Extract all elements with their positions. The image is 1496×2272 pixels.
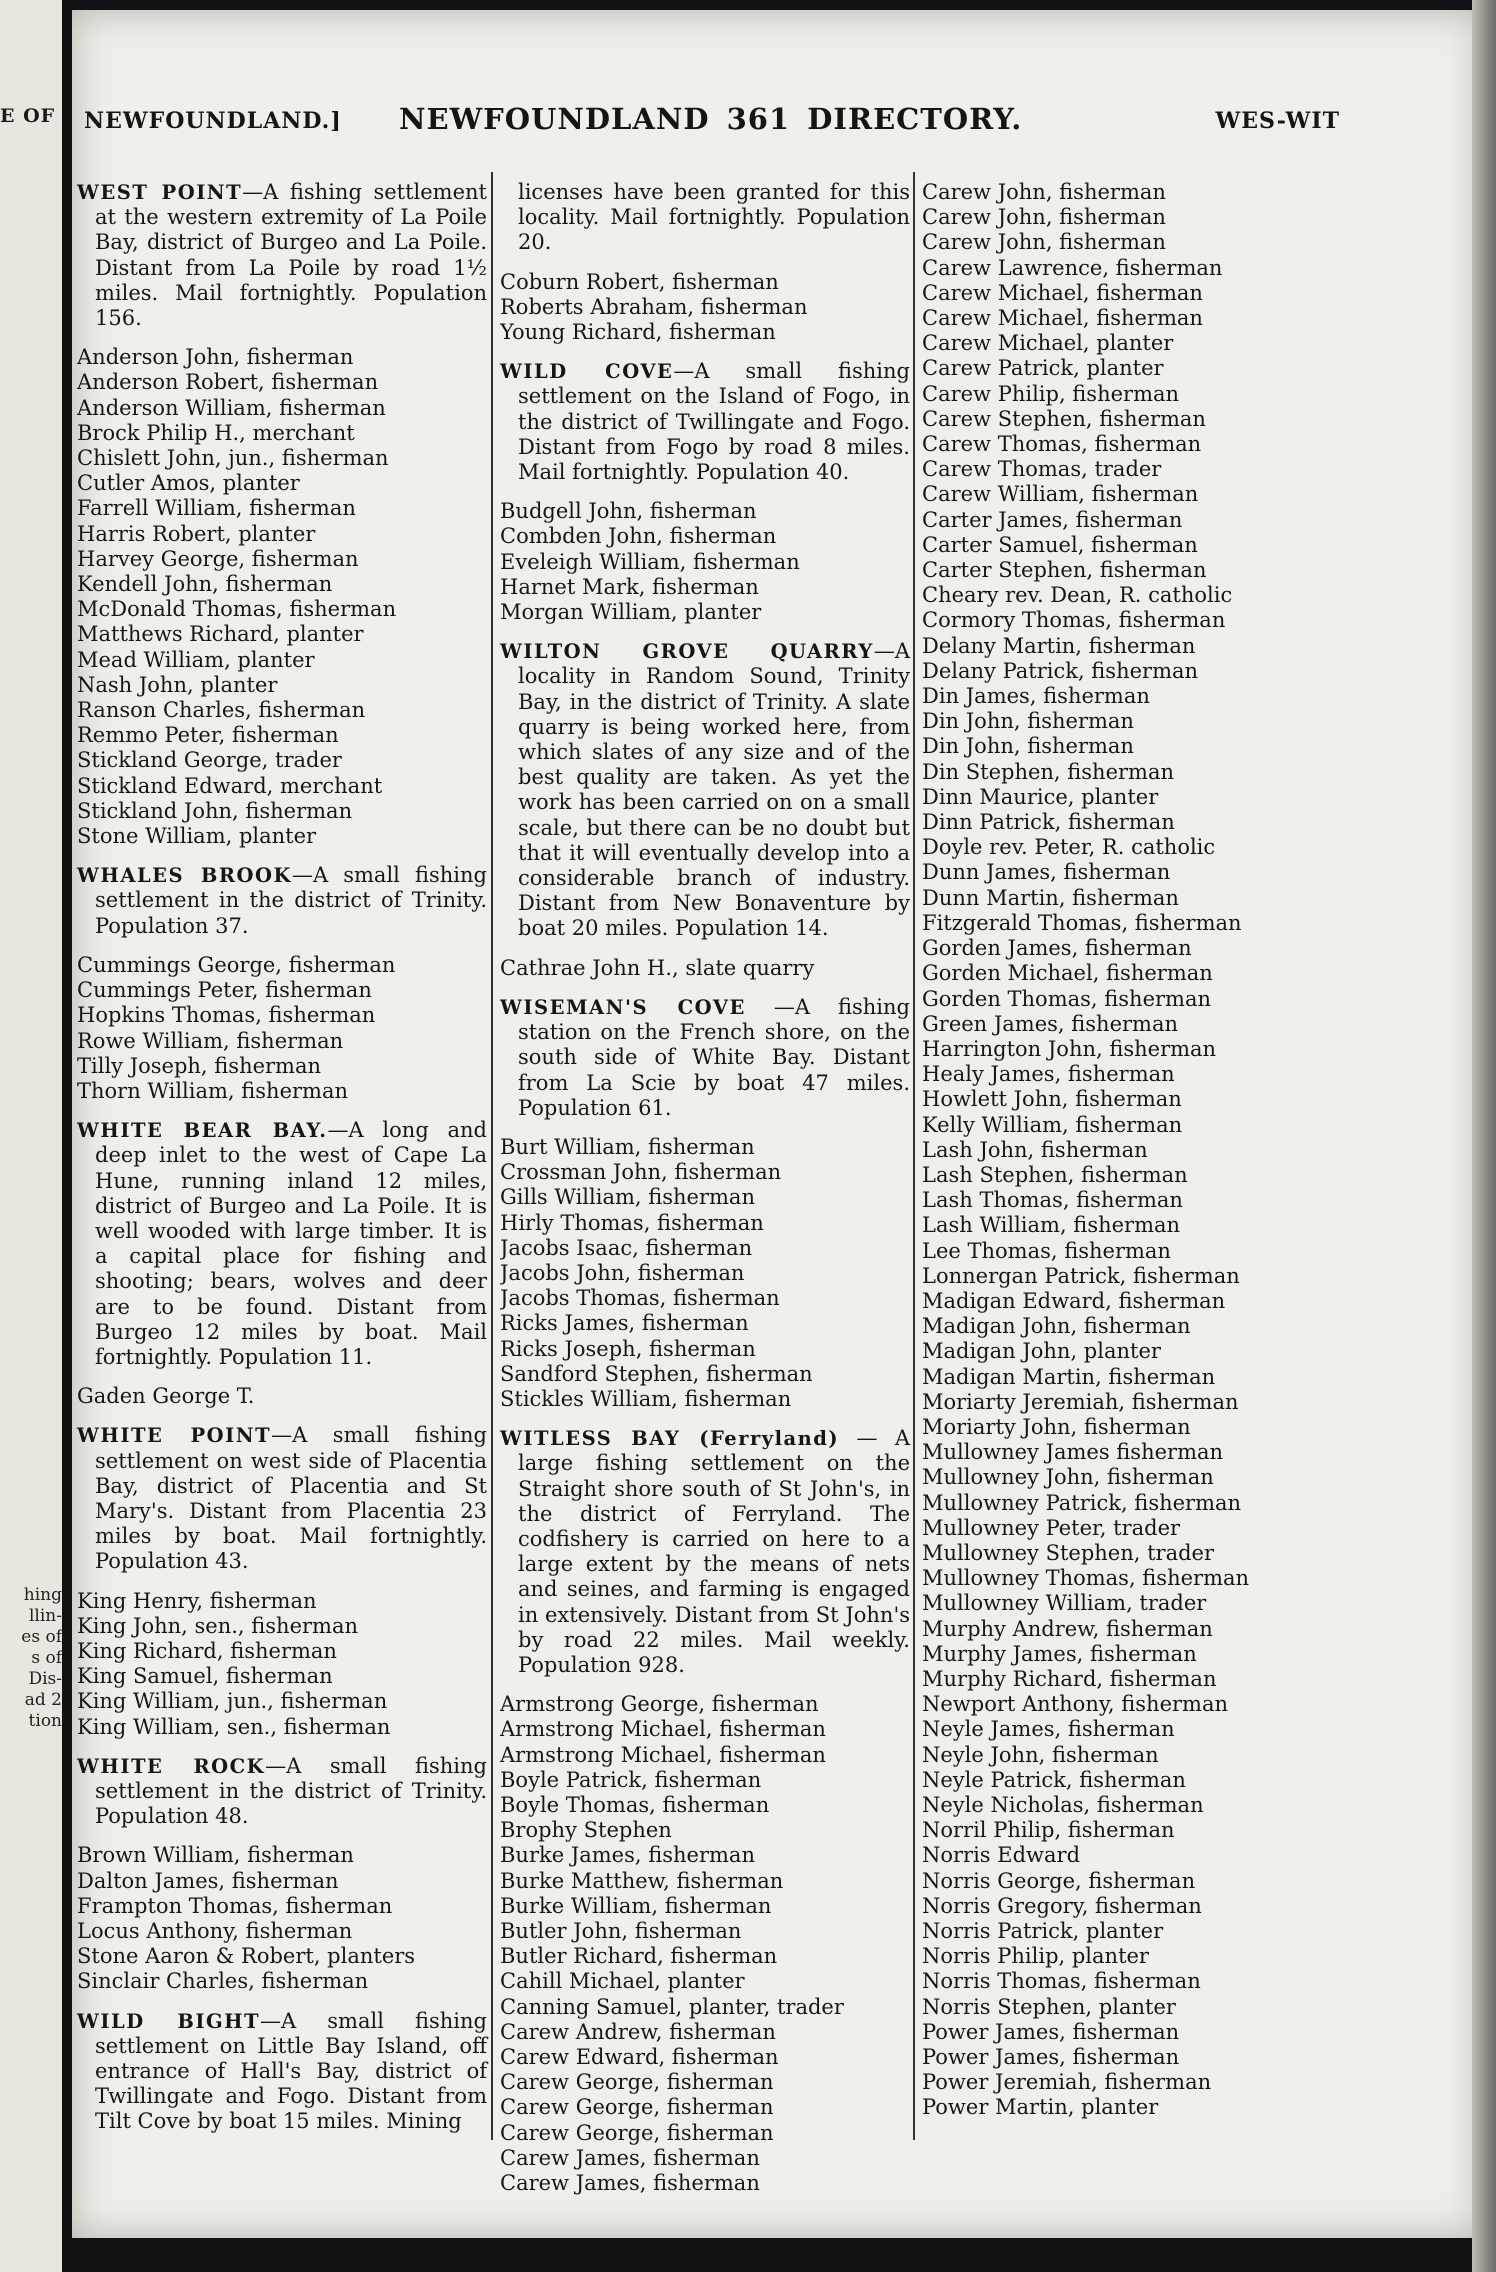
resident-listing: Thorn William, fisherman [77, 1078, 349, 1103]
resident-listing: Burke James, fisherman [500, 1843, 755, 1868]
resident-listing: Armstrong Michael, fisherman [500, 1742, 826, 1767]
resident-listing: King Samuel, fisherman [77, 1664, 333, 1689]
resident-listing: Brock Philip H., merchant [77, 420, 355, 445]
resident-listing: Mullowney Stephen, trader [922, 1540, 1215, 1565]
place-description: A small fishing settlement on Little Bay Island, off entrance of Hall's Bay, district of Twillingate and Fogo. Distant from Tilt Cove by boat 15 miles. Mining [95, 2008, 487, 2134]
resident-listing: Nash John, planter [77, 672, 278, 697]
resident-listing: Stickland John, fisherman [77, 798, 353, 823]
column-rule [491, 172, 493, 2140]
running-head [84, 102, 1340, 142]
running-head-range: WES-WIT [1215, 108, 1340, 134]
fragment-line: es of [21, 1627, 62, 1647]
resident-listing: Cahill Michael, planter [500, 1969, 745, 1994]
resident-listing: Delany Patrick, fisherman [922, 658, 1199, 683]
resident-listing: Carew George, fisherman [500, 2095, 774, 2120]
resident-listing: Carew William, fisherman [922, 482, 1199, 507]
resident-listing: Madigan Martin, fisherman [922, 1364, 1216, 1389]
previous-page-fragment [0, 0, 62, 2272]
resident-listing: Kendell John, fisherman [77, 572, 333, 597]
resident-listing: Murphy Richard, fisherman [922, 1666, 1217, 1691]
resident-listing: Cathrae John H., slate quarry [500, 955, 815, 980]
resident-listing: Carew Michael, fisherman [922, 306, 1203, 331]
resident-listing: Hopkins Thomas, fisherman [77, 1003, 376, 1028]
resident-listing: Burke Matthew, fisherman [500, 1868, 784, 1893]
resident-listing: Brown William, fisherman [77, 1843, 354, 1868]
place-name: WILD BIGHT [77, 2009, 261, 2033]
place-entry [500, 359, 910, 485]
resident-listing: Harris Robert, planter [77, 521, 316, 546]
resident-listing: Carew Edward, fisherman [500, 2045, 779, 2070]
entry-dash: — [291, 863, 313, 888]
resident-listing: Sinclair Charles, fisherman [77, 1969, 369, 1994]
entry-dash: — [271, 1423, 293, 1448]
resident-listing: Carter Stephen, fisherman [922, 558, 1207, 583]
resident-listing: Roberts Abraham, fisherman [500, 294, 808, 319]
place-description: A fishing settlement at the western extremity of La Poile Bay, district of Burgeo and La Poile. Distant from La Poile by road 1½ miles. Mail fortnightly. Population 156. [95, 180, 487, 331]
place-entry [77, 1754, 487, 1830]
resident-listing: Crossman John, fisherman [500, 1160, 782, 1185]
resident-listing: Howlett John, fisherman [922, 1087, 1182, 1112]
resident-listing: Stickland George, trader [77, 748, 342, 773]
resident-listing: Anderson John, fisherman [77, 345, 354, 370]
resident-listing: Moriarty John, fisherman [922, 1414, 1191, 1439]
place-name: WHALES BROOK [77, 864, 292, 888]
resident-listing: Fitzgerald Thomas, fisherman [922, 910, 1242, 935]
resident-listing: Matthews Richard, planter [77, 622, 364, 647]
resident-listing: Young Richard, fisherman [500, 320, 776, 345]
resident-listing: Carew Michael, fisherman [922, 280, 1203, 305]
place-description: A locality in Random Sound, Trinity Bay, in the district of Trinity. A slate quarry is being worked here, from which slates of any size and of the best quality are taken. As yet the work has been carried on on a small scale, but there can be no doubt but that it will eventually develop into a considerable branch of industry. Distant from New Bonaventure by boat 20 miles. Population 14. [518, 639, 910, 941]
running-head-left: NEWFOUNDLAND.] [84, 108, 342, 134]
resident-listing: Cummings George, fisherman [77, 952, 396, 977]
resident-listing: Stone William, planter [77, 824, 317, 849]
resident-listing: Power James, fisherman [922, 2019, 1180, 2044]
entry-dash: — [260, 2008, 282, 2033]
resident-listing: Din John, fisherman [922, 709, 1134, 734]
resident-listing: King Henry, fisherman [77, 1588, 317, 1613]
place-name: WHITE ROCK [77, 1754, 266, 1778]
resident-listing: Norris Patrick, planter [922, 1919, 1164, 1944]
resident-listing: Mullowney John, fisherman [922, 1465, 1214, 1490]
resident-listing: Power Martin, planter [922, 2095, 1159, 2120]
place-entry [77, 863, 487, 939]
resident-listing: Stone Aaron & Robert, planters [77, 1944, 416, 1969]
resident-listing: Hirly Thomas, fisherman [500, 1210, 764, 1235]
resident-listing: Cormory Thomas, fisherman [922, 608, 1226, 633]
fragment-line: hing [23, 1585, 62, 1605]
entry-dash: — [242, 180, 264, 204]
resident-listing: Carew Patrick, planter [922, 356, 1164, 381]
place-description: A small fishing settlement on west side of Placentia Bay, district of Placentia and St Mary's. Distant from Placentia 23 miles by boat. Mail fortnightly. Population 43. [95, 1423, 487, 1574]
resident-listing: Green James, fisherman [922, 1011, 1179, 1036]
resident-listing: Din James, fisherman [922, 684, 1150, 709]
place-name: WHITE BEAR BAY. [77, 1119, 328, 1143]
resident-listing: Din Stephen, fisherman [922, 759, 1175, 784]
resident-listing: Healy James, fisherman [922, 1062, 1175, 1087]
resident-listing: Norris Philip, planter [922, 1944, 1149, 1969]
resident-listing: Norril Philip, fisherman [922, 1818, 1175, 1843]
place-description: A fishing station on the French shore, on the south side of White Bay. Distant from La Scie by boat 47 miles. Population 61. [518, 994, 910, 1120]
resident-listing: Burt William, fisherman [500, 1134, 755, 1159]
resident-listing: Boyle Patrick, fisherman [500, 1767, 762, 1792]
resident-listing: Butler John, fisherman [500, 1919, 742, 1943]
resident-listing: Cutler Amos, planter [77, 471, 300, 496]
fragment-line: Dis- [28, 1669, 62, 1689]
resident-listing: Morgan William, planter [500, 600, 762, 625]
resident-listing: Carter James, fisherman [922, 507, 1183, 532]
resident-listing: Carew Andrew, fisherman [500, 2019, 776, 2044]
place-description: A small fishing settlement in the district of Trinity. Population 48. [95, 1753, 487, 1829]
resident-listing: Gills William, fisherman [500, 1185, 755, 1210]
place-description-continued: licenses have been granted for this locality. Mail fortnightly. Population 20. [518, 180, 910, 255]
resident-listing: Mullowney James fisherman [922, 1440, 1224, 1465]
resident-listing: Jacobs Thomas, fisherman [500, 1286, 780, 1311]
column-2 [500, 180, 910, 2196]
resident-listing: Carter Samuel, fisherman [922, 532, 1198, 557]
resident-listing: Sandford Stephen, fisherman [500, 1361, 813, 1386]
place-entry [500, 1426, 910, 1678]
place-entry [500, 639, 910, 941]
resident-listing: King William, sen., fisherman [77, 1714, 391, 1739]
previous-page-header: E OF [0, 105, 56, 127]
resident-listing: Madigan Edward, fisherman [922, 1288, 1226, 1313]
page-edge [1472, 0, 1496, 2272]
resident-listing: Power Jeremiah, fisherman [922, 2070, 1212, 2095]
resident-listing: Anderson William, fisherman [77, 395, 386, 420]
place-name: WILTON GROVE QUARRY [500, 640, 874, 664]
entry-dash: — [673, 359, 695, 384]
resident-listing: Neyle Patrick, fisherman [922, 1767, 1186, 1792]
resident-listing: King William, jun., fisherman [77, 1689, 388, 1714]
resident-listing: Dalton James, fisherman [77, 1868, 339, 1893]
resident-listing: Mullowney Thomas, fisherman [922, 1566, 1250, 1591]
entry-dash: — [327, 1118, 349, 1143]
place-description: A long and deep inlet to the west of Cape La Hune, running inland 12 miles, district of Burgeo and La Poile. It is well wooded with large timber. It is a capital place for fishing and shooting; bears, wolves and deer are to be found. Distant from Burgeo 12 miles by boat. Mail fortnightly. Population 11. [95, 1118, 487, 1369]
resident-listing: Farrell William, fisherman [77, 496, 356, 521]
resident-listing: Carew Philip, fisherman [922, 381, 1180, 406]
entry-dash: — [265, 1753, 287, 1778]
resident-listing: Din John, fisherman [922, 734, 1134, 759]
resident-listing: Mead William, planter [77, 647, 315, 672]
resident-listing: Combden John, fisherman [500, 524, 777, 549]
resident-listing: Norris Stephen, planter [922, 1994, 1176, 2019]
entry-dash: — [745, 994, 795, 1019]
resident-listing: Cheary rev. Dean, R. catholic [922, 583, 1233, 608]
resident-listing: Carew James, fisherman [500, 2171, 760, 2196]
directory-page [72, 10, 1482, 2238]
resident-listing: Carew John, fisherman [922, 230, 1166, 255]
resident-listing: Anderson Robert, fisherman [77, 370, 379, 395]
resident-listing: Armstrong Michael, fisherman [500, 1717, 826, 1742]
resident-listing: Carew George, fisherman [500, 2120, 774, 2145]
entry-dash: — [839, 1426, 895, 1451]
resident-listing: McDonald Thomas, fisherman [77, 597, 397, 622]
resident-listing: Lash Thomas, fisherman [922, 1188, 1183, 1213]
resident-listing: Gorden Thomas, fisherman [922, 986, 1211, 1011]
place-name: WISEMAN'S COVE [500, 995, 746, 1019]
resident-listing: Jacobs Isaac, fisherman [500, 1235, 753, 1260]
fragment-line: ad 2 [24, 1690, 62, 1710]
resident-listing: Boyle Thomas, fisherman [500, 1792, 770, 1817]
column-3 [922, 180, 1342, 2121]
resident-listing: Rowe William, fisherman [77, 1028, 344, 1053]
resident-listing: Gorden James, fisherman [922, 936, 1192, 961]
resident-listing: Norris Edward [922, 1843, 1081, 1868]
resident-listing: Madigan John, planter [922, 1339, 1161, 1364]
fragment-line: llin- [28, 1606, 62, 1626]
resident-listing: Neyle James, fisherman [922, 1717, 1175, 1742]
resident-listing: Norris Thomas, fisherman [922, 1969, 1201, 1994]
place-entry [77, 1118, 487, 1370]
resident-listing: Murphy Andrew, fisherman [922, 1616, 1213, 1641]
place-entry [500, 995, 910, 1121]
resident-listing: Dunn James, fisherman [922, 860, 1171, 885]
fragment-line: tion [28, 1711, 62, 1731]
place-name: WEST POINT [77, 181, 243, 204]
resident-listing: Harnet Mark, fisherman [500, 574, 759, 599]
resident-listing: Gorden Michael, fisherman [922, 961, 1213, 986]
place-entry [77, 1423, 487, 1574]
resident-listing: Carew James, fisherman [500, 2145, 760, 2170]
resident-listing: Newport Anthony, fisherman [922, 1692, 1228, 1717]
place-description: A large fishing settlement on the Straight shore south of St John's, in the district of Ferryland. The codfishery is carried on here to a large extent by the means of nets and seines, and farming is engaged in extensively. Distant from St John's by road 22 miles. Mail weekly. Population 928. [518, 1426, 910, 1677]
resident-listing: Harrington John, fisherman [922, 1036, 1217, 1061]
fragment-line: s of [31, 1648, 62, 1668]
resident-listing: Armstrong George, fisherman [500, 1692, 819, 1717]
resident-listing: Mullowney Peter, trader [922, 1515, 1181, 1540]
resident-listing: Coburn Robert, fisherman [500, 269, 779, 294]
resident-listing: Carew George, fisherman [500, 2070, 774, 2095]
resident-listing: Neyle Nicholas, fisherman [922, 1793, 1204, 1817]
resident-listing: Locus Anthony, fisherman [77, 1919, 353, 1943]
resident-listing: Tilly Joseph, fisherman [77, 1053, 322, 1078]
resident-listing: Power James, fisherman [922, 2045, 1180, 2070]
resident-listing: Budgell John, fisherman [500, 499, 757, 524]
resident-listing: Dunn Martin, fisherman [922, 885, 1179, 910]
resident-listing: Jacobs John, fisherman [500, 1260, 745, 1285]
place-description: A small fishing settlement on the Island of Fogo, in the district of Twillingate and Fogo. Distant from Fogo by road 8 miles. Mail fortnightly. Population 40. [518, 359, 910, 485]
place-entry [77, 180, 487, 331]
resident-listing: Brophy Stephen [500, 1818, 672, 1843]
resident-listing: Norris George, fisherman [922, 1868, 1196, 1893]
resident-listing: Ricks James, fisherman [500, 1311, 749, 1336]
resident-listing: King John, sen., fisherman [77, 1613, 358, 1638]
resident-listing: Frampton Thomas, fisherman [77, 1893, 393, 1918]
resident-listing: Lash Stephen, fisherman [922, 1162, 1188, 1187]
resident-listing: Stickland Edward, merchant [77, 773, 383, 798]
resident-listing: Kelly William, fisherman [922, 1112, 1183, 1137]
resident-listing: Gaden George T. [77, 1384, 255, 1409]
resident-listing: Canning Samuel, planter, trader [500, 1994, 844, 2019]
resident-listing: Dinn Patrick, fisherman [922, 810, 1175, 835]
resident-listing: Mullowney Patrick, fisherman [922, 1490, 1242, 1515]
resident-listing: Carew Thomas, fisherman [922, 432, 1202, 457]
resident-listing: Lonnergan Patrick, fisherman [922, 1263, 1240, 1288]
resident-listing: Carew Lawrence, fisherman [922, 255, 1223, 280]
resident-listing: Lash John, fisherman [922, 1137, 1148, 1162]
resident-listing: King Richard, fisherman [77, 1638, 337, 1663]
resident-listing: Murphy James, fisherman [922, 1641, 1197, 1666]
resident-listing: Mullowney William, trader [922, 1591, 1207, 1616]
resident-listing: Carew Stephen, fisherman [922, 406, 1206, 431]
resident-listing: Dinn Maurice, planter [922, 784, 1159, 809]
resident-listing: Carew John, fisherman [922, 180, 1166, 204]
resident-listing: Stickles William, fisherman [500, 1386, 792, 1411]
resident-listing: Carew Thomas, trader [922, 457, 1162, 482]
resident-listing: Madigan John, fisherman [922, 1314, 1191, 1339]
resident-listing: Lee Thomas, fisherman [922, 1238, 1171, 1263]
place-entry [77, 2009, 487, 2135]
resident-listing: Burke William, fisherman [500, 1893, 772, 1918]
resident-listing: Ricks Joseph, fisherman [500, 1336, 756, 1361]
resident-listing: Chislett John, jun., fisherman [77, 446, 389, 471]
resident-listing: Remmo Peter, fisherman [77, 723, 339, 748]
column-rule [913, 172, 915, 2140]
resident-listing: Lash William, fisherman [922, 1213, 1181, 1238]
previous-page-text [0, 1585, 62, 1732]
resident-listing: Neyle John, fisherman [922, 1742, 1159, 1767]
column-1 [77, 180, 487, 2135]
resident-listing: Eveleigh William, fisherman [500, 549, 800, 574]
place-name: WHITE POINT [77, 1424, 272, 1448]
running-head-title: NEWFOUNDLAND 361 DIRECTORY. [399, 102, 1023, 136]
resident-listing: Butler Richard, fisherman [500, 1944, 778, 1969]
place-name: WILD COVE [500, 360, 674, 384]
resident-listing: Doyle rev. Peter, R. catholic [922, 835, 1216, 860]
resident-listing: Ranson Charles, fisherman [77, 698, 366, 723]
resident-listing: Delany Martin, fisherman [922, 633, 1196, 658]
resident-listing: Carew John, fisherman [922, 205, 1166, 230]
resident-listing: Carew Michael, planter [922, 331, 1174, 356]
resident-listing: Moriarty Jeremiah, fisherman [922, 1389, 1239, 1414]
entry-dash: — [873, 639, 895, 664]
resident-listing: Harvey George, fisherman [77, 546, 359, 571]
resident-listing: Cummings Peter, fisherman [77, 978, 372, 1003]
place-name: WITLESS BAY (Ferryland) [500, 1427, 840, 1451]
resident-listing: Norris Gregory, fisherman [922, 1893, 1202, 1918]
place-description: A small fishing settlement in the district of Trinity. Population 37. [95, 863, 487, 938]
